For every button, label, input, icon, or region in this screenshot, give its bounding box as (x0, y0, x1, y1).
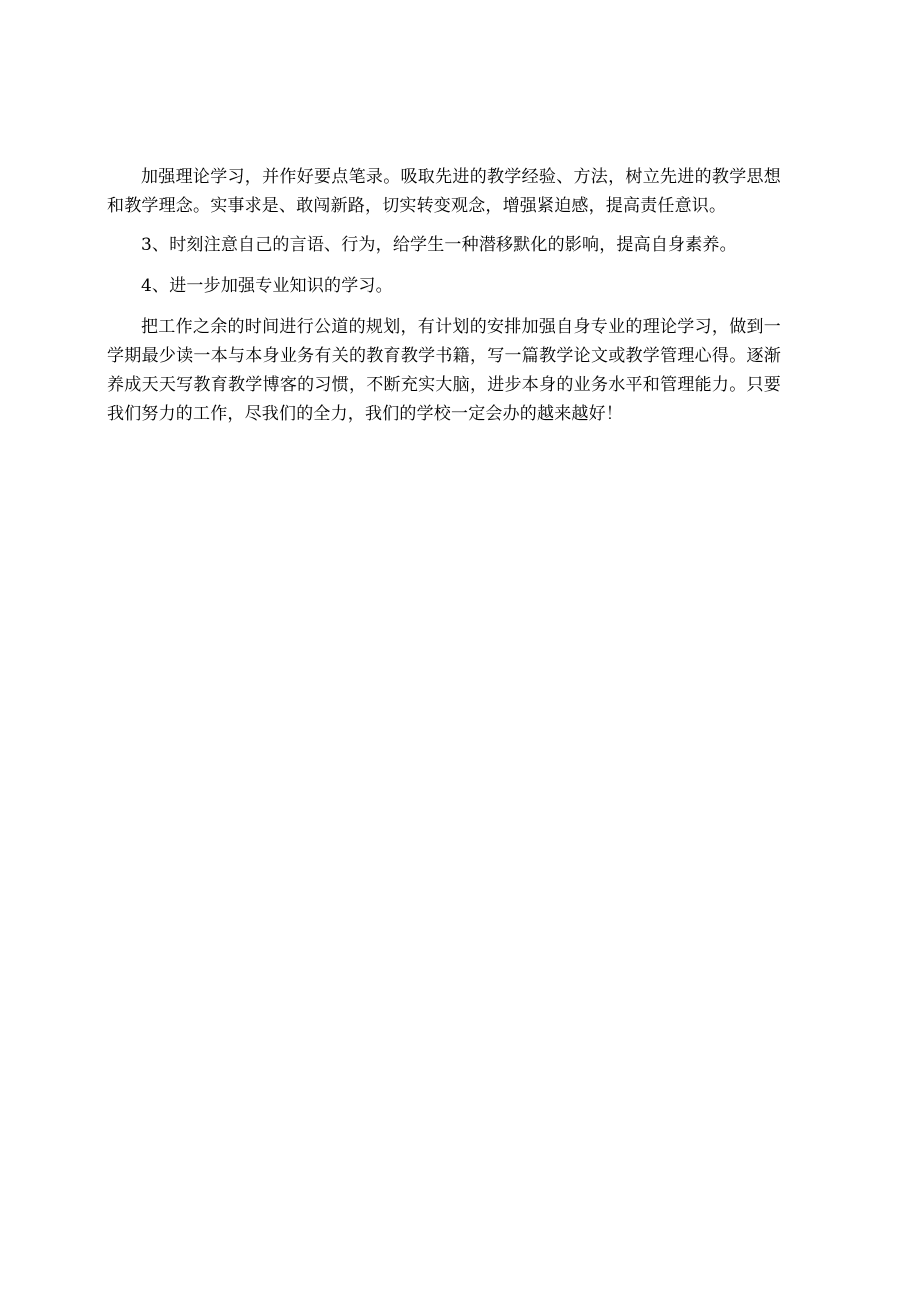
paragraph-time-planning: 把工作之余的时间进行公道的规划，有计划的安排加强自身专业的理论学习，做到一学期最少读一本与本身业务有关的教育教学书籍，写一篇教学论文或教学管理心得。逐渐养成天天写教育教学博客的习惯，不断充实大脑，进步本身的业务水平和管理能力。只要我们努力的工作，尽我们的全力，我们的学校一定会办的越来越好！ (107, 317, 781, 424)
paragraph-item-4: 4、进一步加强专业知识的学习。 (141, 276, 393, 296)
paragraph-item-3: 3、时刻注意自己的言语、行为，给学生一种潜移默化的影响，提高自身素养。 (141, 235, 737, 255)
paragraph-theory-study: 加强理论学习，并作好要点笔录。吸取先进的教学经验、方法，树立先进的教学思想和教学理念。实事求是、敢闯新路，切实转变观念，增强紧迫感，提高责任意识。 (107, 167, 781, 216)
document-body (107, 163, 781, 439)
